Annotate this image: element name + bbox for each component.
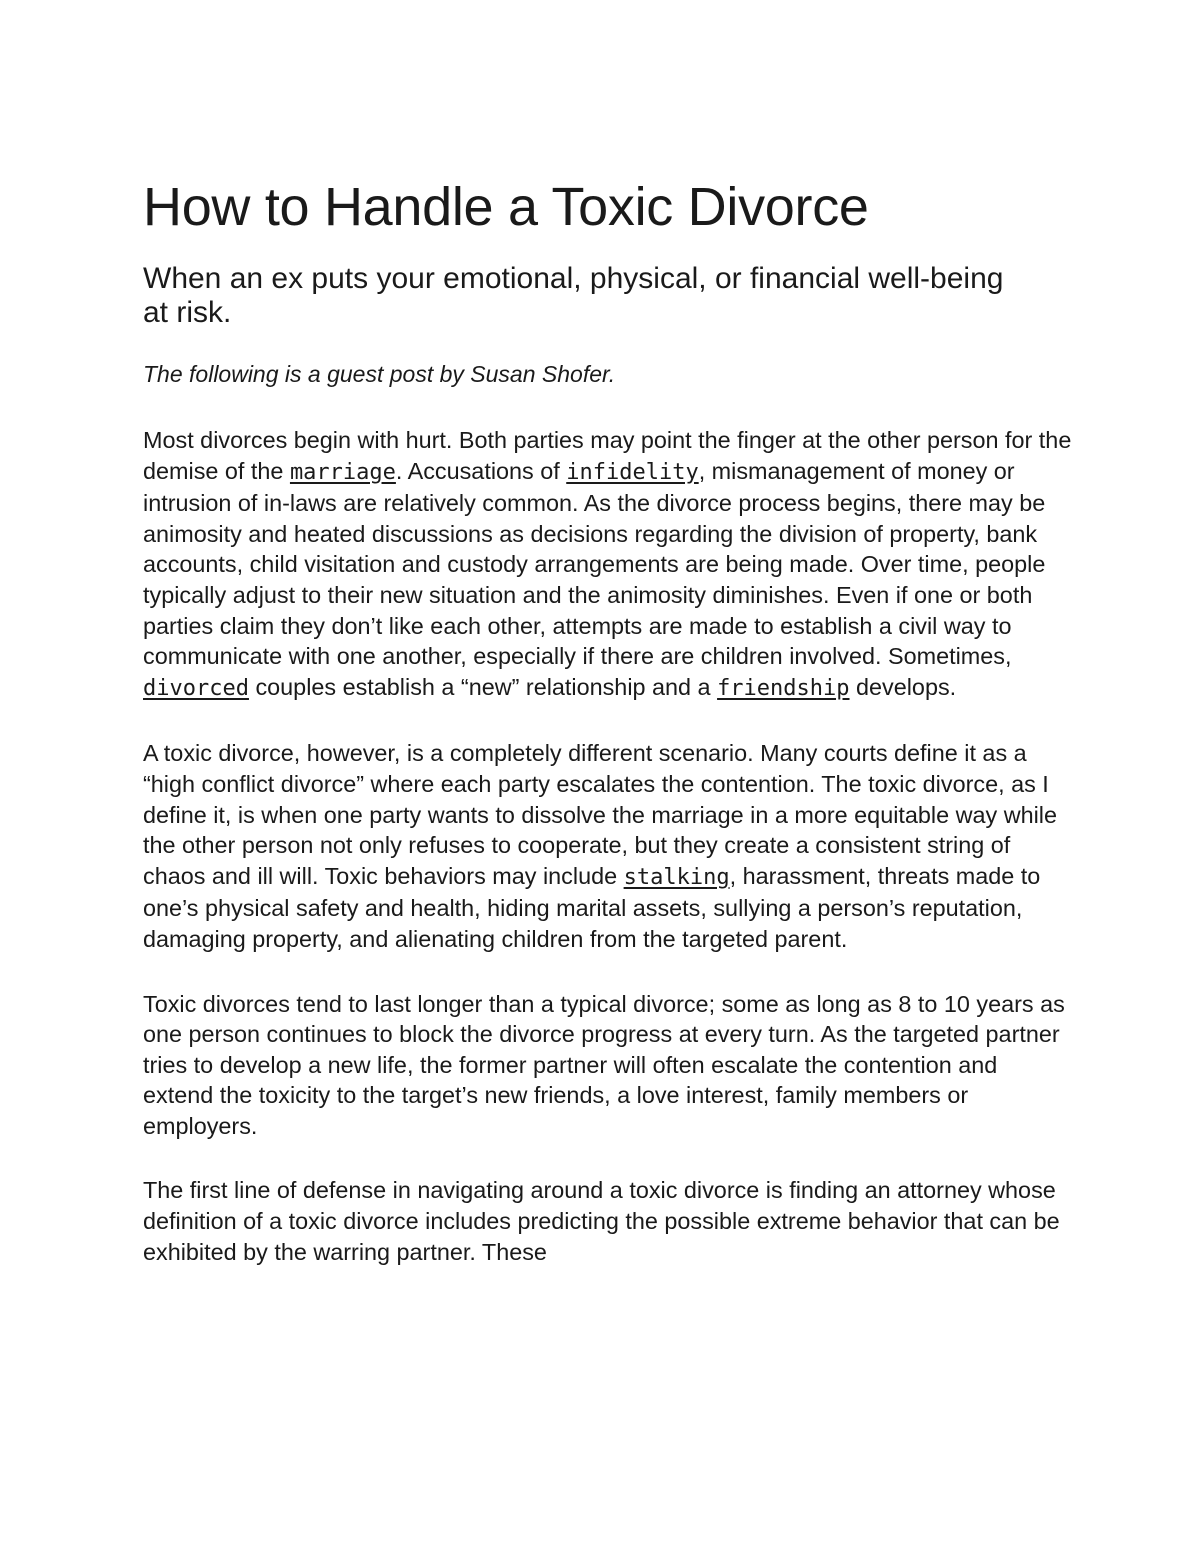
paragraph-text: , harassment, threats made to one’s physical safety and health, hiding marital assets, sullying a person’s reputation, damaging property, and alienating children from the targeted parent. xyxy=(143,862,1041,952)
page-subtitle: When an ex puts your emotional, physical, or financial well-being at risk. xyxy=(143,262,1004,329)
paragraph-text: A toxic divorce, however, is a completely different scenario. Many courts define it as a “high conflict divorce” where each party escalates the contention. The toxic divorce, as I define it, is when one party wants to dissolve the marriage in a more equitable way while the other person not only refuses to cooperate, but they create a consistent string of chaos and ill will. Toxic behaviors may include xyxy=(143,740,1058,889)
paragraph-2 xyxy=(143,738,1073,954)
link-divorced[interactable]: divorced xyxy=(143,675,249,701)
paragraph-1 xyxy=(143,425,1073,704)
paragraph-3: Toxic divorces tend to last longer than a typical divorce; some as long as 8 to 10 years as one person continues to block the divorce progress at every turn. As the targeted partner tries to develop a new life, the former partner will often escalate the contention and extend the toxicity to the target’s new friends, a love interest, family members or employers. xyxy=(143,990,1065,1139)
link-friendship[interactable]: friendship xyxy=(717,675,850,701)
link-infidelity[interactable]: infidelity xyxy=(566,459,699,485)
page-title: How to Handle a Toxic Divorce xyxy=(143,177,869,237)
paragraph-text: Most divorces begin with hurt. Both parties may point the finger at the other person for the demise of the xyxy=(143,427,1072,484)
link-stalking[interactable]: stalking xyxy=(623,864,730,890)
paragraph-text: couples establish a “new” relationship and a xyxy=(248,673,718,700)
article xyxy=(143,174,1073,1267)
paragraph-text: develops. xyxy=(849,673,957,700)
guest-post-byline: The following is a guest post by Susan Shofer. xyxy=(143,361,616,387)
paragraph-4: The first line of defense in navigating around a toxic divorce is finding an attorney whose definition of a toxic divorce includes predicting the possible extreme behavior that can be exhibited by the warring partner. These xyxy=(143,1177,1060,1265)
paragraph-text: . Accusations of xyxy=(395,457,567,484)
paragraph-text: , mismanagement of money or intrusion of in-laws are relatively common. As the divorce process begins, there may be animosity and heated discussions as decisions regarding the division of property, bank accounts, child visitation and custody arrangements are being made. Over time, people typically adjust to their new situation and the animosity diminishes. Even if one or both parties claim they don’t like each other, attempts are made to establish a civil way to communicate with one another, especially if there are children involved. Sometimes, xyxy=(143,457,1046,670)
link-marriage[interactable]: marriage xyxy=(289,459,396,485)
